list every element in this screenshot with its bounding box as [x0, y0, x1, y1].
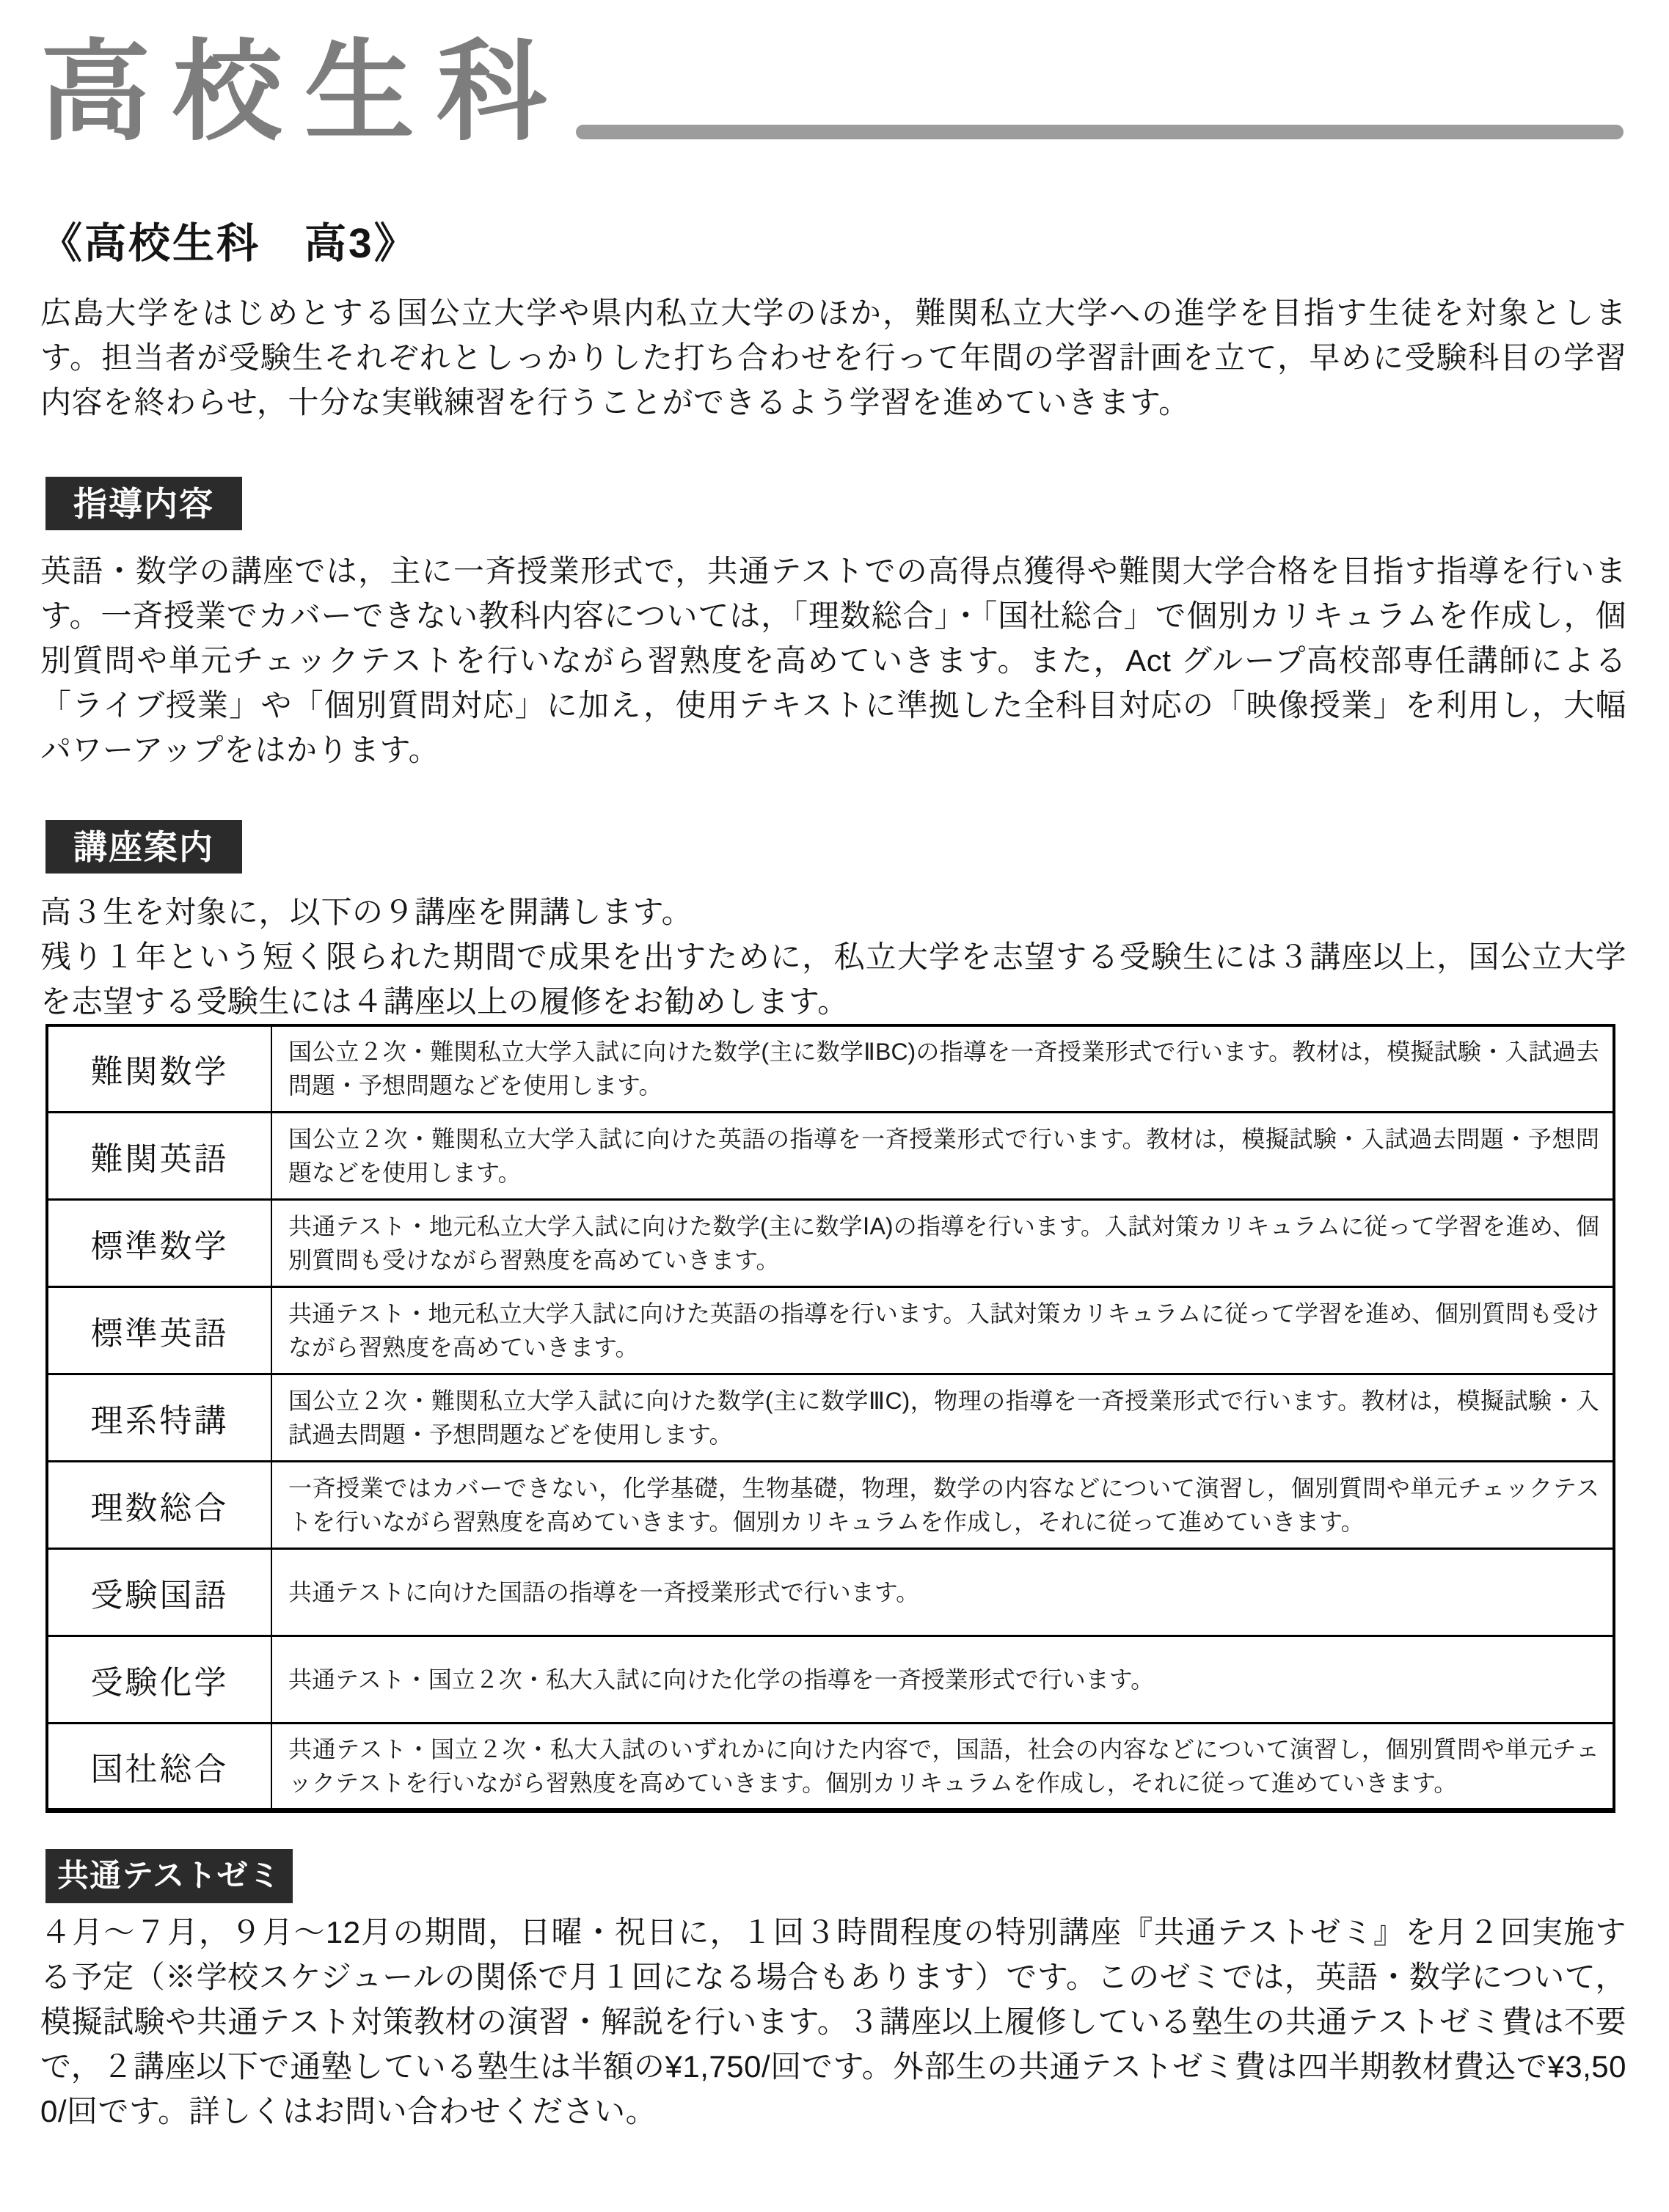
course-desc: 共通テスト・国立２次・私大入試のいずれかに向けた内容で，国語，社会の内容などについて演習し，個別質問や単元チェックテストを行いながら習熟度を高めていきます。個別カリキュラムを作成し，それに従って進めていきます。 — [271, 1724, 1614, 1811]
course-desc: 共通テストに向けた国語の指導を一斉授業形式で行います。 — [271, 1549, 1614, 1636]
course-name: 受験化学 — [47, 1636, 271, 1724]
course-table — [45, 1024, 1615, 1814]
overview-paragraph: 広島大学をはじめとする国公立大学や県内私立大学のほか，難関私立大学への進学を目指す生徒を対象とします。担当者が受験生それぞれとしっかりした打ち合わせを行って年間の学習計画を立て，早めに受験科目の学習内容を終わらせ，十分な実戦練習を行うことができるよう学習を進めていきます。 — [40, 295, 1626, 420]
course-name: 受験国語 — [47, 1549, 271, 1636]
table-row — [47, 1113, 1614, 1200]
course-desc: 共通テスト・地元私立大学入試に向けた数学(主に数学ⅠA)の指導を行います。入試対策カリキュラムに従って学習を進め、個別質問も受けながら習熟度を高めていきます。 — [271, 1200, 1614, 1287]
course-desc: 共通テスト・地元私立大学入試に向けた英語の指導を行います。入試対策カリキュラムに従って学習を進め、個別質問も受けながら習熟度を高めていきます。 — [271, 1287, 1614, 1374]
guidance-section-label: 指導内容 — [45, 477, 242, 530]
table-row — [47, 1462, 1614, 1549]
table-row — [47, 1549, 1614, 1636]
table-row — [47, 1724, 1614, 1811]
guidance-paragraph: 英語・数学の講座では，主に一斉授業形式で，共通テストでの高得点獲得や難関大学合格を目指す指導を行います。一斉授業でカバーできない教科内容については，「理数総合」・「国社総合」で個別カリキュラムを作成し，個別質問や単元チェックテストを行いながら習熟度を高めていきます。また，Act グループ高校部専任講師による「ライブ授業」や「個別質問対応」に加え，使用テキストに準拠した全科目対応の「映像授業」を利用し，大幅パワーアップをはかります。 — [40, 553, 1626, 767]
courses-section-label: 講座案内 — [45, 820, 242, 874]
seminar-paragraph: ４月～７月，９月～12月の期間，日曜・祝日に，１回３時間程度の特別講座『共通テストゼミ』を月２回実施する予定（※学校スケジュールの関係で月１回になる場合もあります）です。このゼミでは，英語・数学について，模擬試験や共通テスト対策教材の演習・解説を行います。３講座以上履修している塾生の共通テストゼミ費は不要で，２講座以下で通塾している塾生は半額の¥1,750/回です。外部生の共通テストゼミ費は四半期教材費込で¥3,500/回です。詳しくはお問い合わせください。 — [40, 1915, 1626, 2129]
course-desc: 一斉授業ではカバーできない，化学基礎，生物基礎，物理，数学の内容などについて演習し，個別質問や単元チェックテストを行いながら習熟度を高めていきます。個別カリキュラムを作成し，それに従って進めていきます。 — [271, 1462, 1614, 1549]
course-desc: 国公立２次・難関私立大学入試に向けた英語の指導を一斉授業形式で行います。教材は，模擬試験・入試過去問題・予想問題などを使用します。 — [271, 1113, 1614, 1200]
course-name: 標準英語 — [47, 1287, 271, 1374]
course-desc: 国公立２次・難関私立大学入試に向けた数学(主に数学ⅡBC)の指導を一斉授業形式で行います。教材は，模擬試験・入試過去問題・予想問題などを使用します。 — [271, 1025, 1614, 1113]
table-row — [47, 1200, 1614, 1287]
course-name: 標準数学 — [47, 1200, 271, 1287]
course-name: 理数総合 — [47, 1462, 271, 1549]
masthead — [0, 0, 1669, 153]
table-row — [47, 1287, 1614, 1374]
seminar-section-label: 共通テストゼミ — [45, 1849, 293, 1903]
courses-lead — [40, 890, 1626, 1024]
course-desc: 共通テスト・国立２次・私大入試に向けた化学の指導を一斉授業形式で行います。 — [271, 1636, 1614, 1724]
table-row — [47, 1374, 1614, 1462]
courses-lead-line1: 高３生を対象に，以下の９講座を開講します。 — [40, 894, 693, 929]
course-name: 理系特講 — [47, 1374, 271, 1462]
course-name: 難関英語 — [47, 1113, 271, 1200]
course-table-body — [47, 1025, 1614, 1811]
page-title: 高校生科 — [40, 30, 569, 153]
course-name: 難関数学 — [47, 1025, 271, 1113]
table-row — [47, 1636, 1614, 1724]
grade-heading: 《高校生科 高3》 — [40, 220, 418, 267]
title-underline-rule — [576, 125, 1624, 139]
course-desc: 国公立２次・難関私立大学入試に向けた数学(主に数学ⅢC)，物理の指導を一斉授業形式で行います。教材は，模擬試験・入試過去問題・予想問題などを使用します。 — [271, 1374, 1614, 1462]
courses-lead-line2: 残り１年という短く限られた期間で成果を出すために，私立大学を志望する受験生には３講座以上，国公立大学を志望する受験生には４講座以上の履修をお勧めします。 — [40, 939, 1626, 1019]
course-name: 国社総合 — [47, 1724, 271, 1811]
table-row — [47, 1025, 1614, 1113]
